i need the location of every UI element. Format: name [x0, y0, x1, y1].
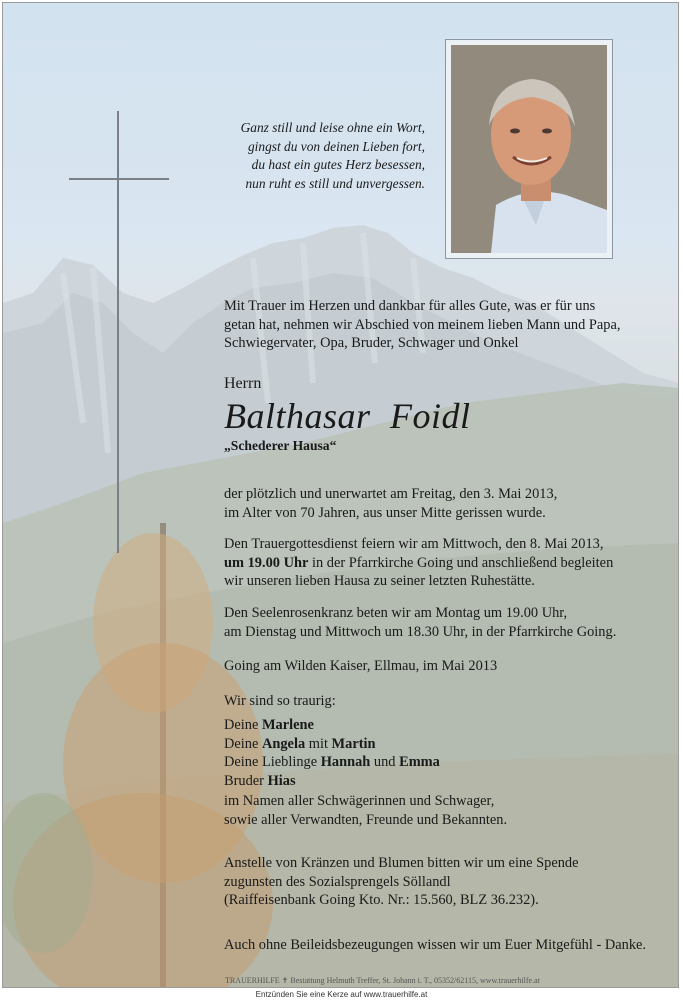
family-member: Emma	[399, 754, 440, 771]
rosary-notice	[224, 604, 616, 641]
poem-line: Ganz still und leise ohne ein Wort,	[240, 120, 425, 135]
donation-line: zugunsten des Sozialsprengels Söllandl	[224, 873, 451, 890]
family-prefix: Deine	[224, 735, 262, 752]
intro-line: getan hat, nehmen wir Abschied von meinem lieben Mann und Papa,	[224, 316, 621, 333]
death-line: der plötzlich und unerwartet am Freitag, den 3. Mai 2013,	[224, 486, 558, 502]
deceased-name: Balthasar Foidl	[224, 396, 471, 436]
portrait-frame	[445, 39, 613, 259]
family-line	[224, 772, 440, 791]
service-line-rest: in der Pfarrkirche Going und anschließend begleiten	[308, 554, 614, 571]
family-line	[224, 735, 440, 754]
family-line	[224, 716, 440, 735]
family-list	[224, 716, 440, 790]
funeral-service	[224, 535, 613, 591]
family-joiner: und	[370, 754, 400, 771]
family-prefix: Bruder	[224, 772, 268, 789]
poem-line: gingst du von deinen Lieben fort,	[247, 138, 425, 154]
donation-notice	[224, 854, 579, 910]
service-line: wir unseren lieben Hausa zu seiner letzten Ruhestätte.	[224, 573, 535, 590]
family-line	[224, 753, 440, 772]
sad-heading: Wir sind so traurig:	[224, 693, 336, 709]
donation-line: Anstelle von Kränzen und Blumen bitten wir um eine Spende	[224, 855, 579, 871]
death-line: im Alter von 70 Jahren, aus unser Mitte gerissen wurde.	[224, 504, 546, 521]
intro-paragraph	[224, 297, 620, 353]
rosary-line: am Dienstag und Mittwoch um 18.30 Uhr, in der Pfarrkirche Going.	[224, 623, 617, 640]
intro-line: Schwiegervater, Opa, Bruder, Schwager und Onkel	[224, 335, 519, 352]
nickname: „Schederer Hausa“	[224, 438, 337, 453]
service-time: um 19.00 Uhr	[224, 554, 309, 571]
family-member: Marlene	[261, 717, 314, 733]
family-prefix: Deine	[224, 717, 262, 733]
relatives-line: sowie aller Verwandten, Freunde und Bekannten.	[224, 811, 508, 828]
memorial-poem	[203, 119, 425, 193]
family-joiner: mit	[305, 735, 332, 752]
donation-line: (Raiffeisenbank Going Kto. Nr.: 15.560, BLZ 36.232).	[224, 892, 539, 909]
portrait-photo	[451, 45, 607, 253]
family-member: Hias	[267, 772, 296, 789]
service-line	[224, 554, 613, 573]
service-line: Den Trauergottesdienst feiern wir am Mittwoch, den 8. Mai 2013,	[224, 536, 604, 552]
family-member: Martin	[331, 735, 376, 752]
death-notice	[224, 485, 557, 522]
rosary-line: Den Seelenrosenkranz beten wir am Montag um 19.00 Uhr,	[224, 605, 568, 621]
place-date: Going am Wilden Kaiser, Ellmau, im Mai 2013	[224, 658, 498, 674]
family-member: Angela	[261, 735, 306, 752]
obituary-card	[2, 2, 679, 988]
cross-horizontal-bar	[69, 178, 169, 180]
family-member: Hannah	[320, 754, 371, 771]
poem-line: nun ruht es still und unvergessen.	[245, 175, 425, 191]
funeral-home-footer: TRAUERHILFE ✝ Bestattung Helmuth Treffer, St. Johann i. T., 05352/62115, www.trauerhilfe.at	[225, 976, 540, 985]
candle-link[interactable]: Entzünden Sie eine Kerze auf www.trauerhilfe.at	[255, 990, 428, 999]
thanks-line: Auch ohne Beileidsbezeugungen wissen wir um Euer Mitgefühl - Danke.	[224, 937, 647, 953]
family-prefix: Deine Lieblinge	[224, 754, 321, 771]
relatives-line: im Namen aller Schwägerinnen und Schwager,	[224, 793, 495, 809]
intro-line: Mit Trauer im Herzen und dankbar für alles Gute, was er für uns	[224, 298, 596, 314]
relatives-notice	[224, 792, 507, 829]
poem-line: du hast ein gutes Herz besessen,	[251, 157, 425, 172]
salutation: Herrn	[224, 375, 262, 392]
